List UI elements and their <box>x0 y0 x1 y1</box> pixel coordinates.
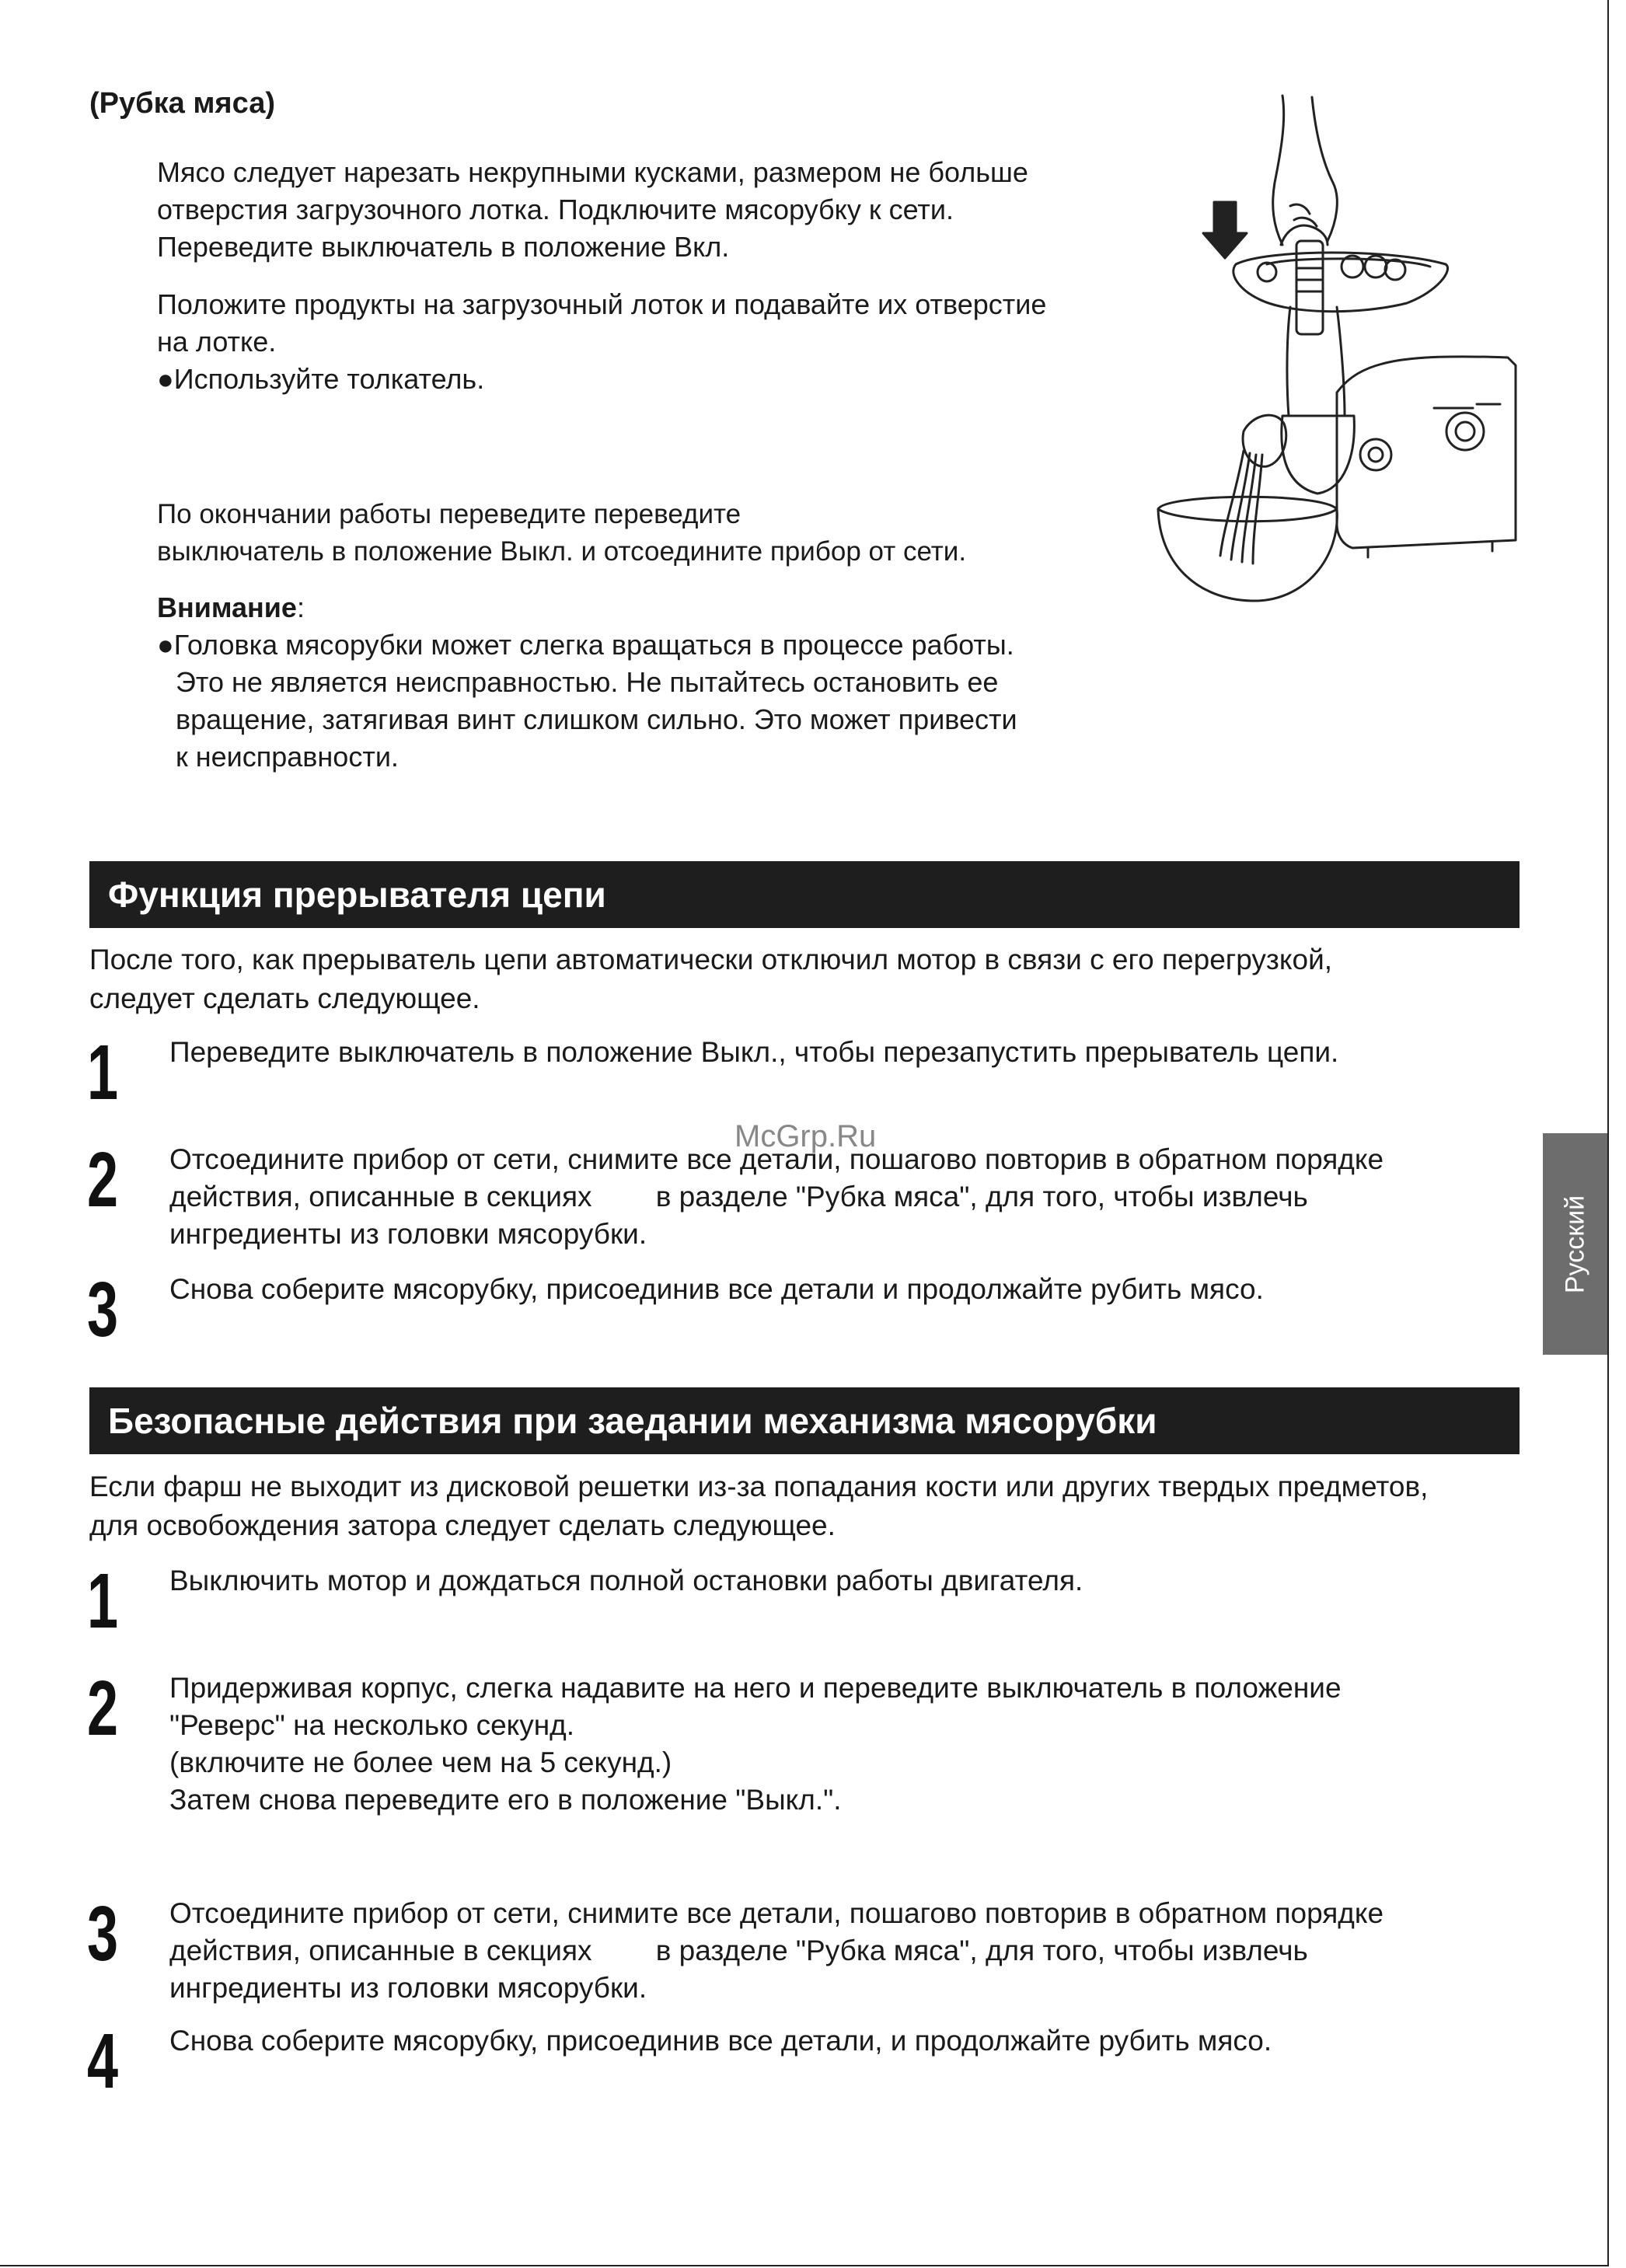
text-line: следует сделать следующее. <box>89 982 480 1014</box>
section-title-circuit-breaker: Функция прерывателя цепи <box>89 861 1520 928</box>
text-line: действия, описанные в секциях в разделе "Рубка мяса", для того, чтобы извлечь <box>169 1935 1308 1966</box>
text-line: Отсоедините прибор от сети, снимите все детали, пошагово повторив в обратном порядке <box>169 1143 1384 1175</box>
text-line: По окончании работы переведите переведите <box>157 499 741 529</box>
text-line: Выключить мотор и дождаться полной остановки работы двигателя. <box>169 1565 1083 1596</box>
text-line: После того, как прерыватель цепи автоматически отключил мотор в связи с его перегрузкой, <box>89 944 1333 975</box>
paragraph-preparation <box>157 154 1136 266</box>
language-side-tab <box>1543 1133 1607 1355</box>
step-text <box>169 1141 1522 1253</box>
step-number: 1 <box>87 1029 119 1116</box>
step-number: 2 <box>87 1665 119 1752</box>
step-number: 1 <box>87 1558 119 1645</box>
text-line: Переведите выключатель в положение Вкл. <box>157 231 730 263</box>
step-text <box>169 2022 1522 2060</box>
language-label: Русский <box>1560 1195 1589 1293</box>
text-line: "Реверс" на несколько секунд. <box>169 1709 575 1741</box>
text-line: к неисправности. <box>176 741 399 773</box>
text-line: выключатель в положение Выкл. и отсоедините прибор от сети. <box>157 536 967 567</box>
watermark: McGrp.Ru <box>734 1119 877 1153</box>
meat-grinder-illustration <box>1150 89 1523 602</box>
bullet-use-pusher: ●Используйте толкатель. <box>157 363 485 395</box>
text-line: Переведите выключатель в положение Выкл., чтобы перезапустить прерыватель цепи. <box>169 1036 1339 1068</box>
text-line: для освобождения затора следует сделать следующее. <box>89 1509 836 1541</box>
step-text <box>169 1895 1522 2007</box>
step-text <box>169 1034 1522 1071</box>
text-line: ингредиенты из головки мясорубки. <box>169 1972 647 2004</box>
text-line: Мясо следует нарезать некрупными кусками, размером не больше <box>157 156 1028 188</box>
attention-colon: : <box>296 591 305 623</box>
text-line: Затем снова переведите его в положение "Выкл.". <box>169 1784 842 1816</box>
text-line: ●Головка мясорубки может слегка вращаться в процессе работы. <box>157 629 1014 661</box>
step-number: 4 <box>87 2018 119 2105</box>
step-number: 3 <box>87 1890 119 1977</box>
paragraph-feeding <box>157 286 1136 398</box>
step-text <box>169 1670 1522 1819</box>
attention-heading <box>157 589 1167 626</box>
step-text <box>169 1271 1522 1308</box>
section-title-jam-safety: Безопасные действия при заедании механизма мясорубки <box>89 1387 1520 1454</box>
text-line: Это не является неисправностью. Не пытайтесь остановить ее <box>176 666 999 698</box>
circuit-breaker-intro <box>89 940 1535 1018</box>
text-line: вращение, затягивая винт слишком сильно. Это может привести <box>176 703 1017 735</box>
text-line: Отсоедините прибор от сети, снимите все детали, пошагово повторив в обратном порядке <box>169 1897 1384 1929</box>
text-line: Если фарш не выходит из дисковой решетки из-за попадания кости или других твердых предметов, <box>89 1471 1429 1502</box>
attention-label: Внимание <box>157 591 297 623</box>
paragraph-finish <box>157 496 1136 570</box>
attention-block <box>157 589 1167 776</box>
section-heading-meat-mincing: (Рубка мяса) <box>89 87 275 120</box>
step-number: 3 <box>87 1266 119 1353</box>
text-line: (включите не более чем на 5 секунд.) <box>169 1746 672 1778</box>
text-line: отверстия загрузочного лотка. Подключите мясорубку к сети. <box>157 194 954 225</box>
text-line: Снова соберите мясорубку, присоединив все детали, и продолжайте рубить мясо. <box>169 2025 1272 2057</box>
text-line: ингредиенты из головки мясорубки. <box>169 1218 647 1250</box>
text-line: Положите продукты на загрузочный лоток и подавайте их отверстие <box>157 288 1047 320</box>
text-line: Придерживая корпус, слегка надавите на него и переведите выключатель в положение <box>169 1672 1342 1704</box>
text-line: на лотке. <box>157 326 277 358</box>
text-line: действия, описанные в секциях в разделе "Рубка мяса", для того, чтобы извлечь <box>169 1181 1308 1213</box>
step-text <box>169 1562 1522 1600</box>
jam-safety-intro <box>89 1467 1535 1545</box>
step-number: 2 <box>87 1136 119 1223</box>
text-line: Снова соберите мясорубку, присоединив все детали и продолжайте рубить мясо. <box>169 1273 1264 1305</box>
